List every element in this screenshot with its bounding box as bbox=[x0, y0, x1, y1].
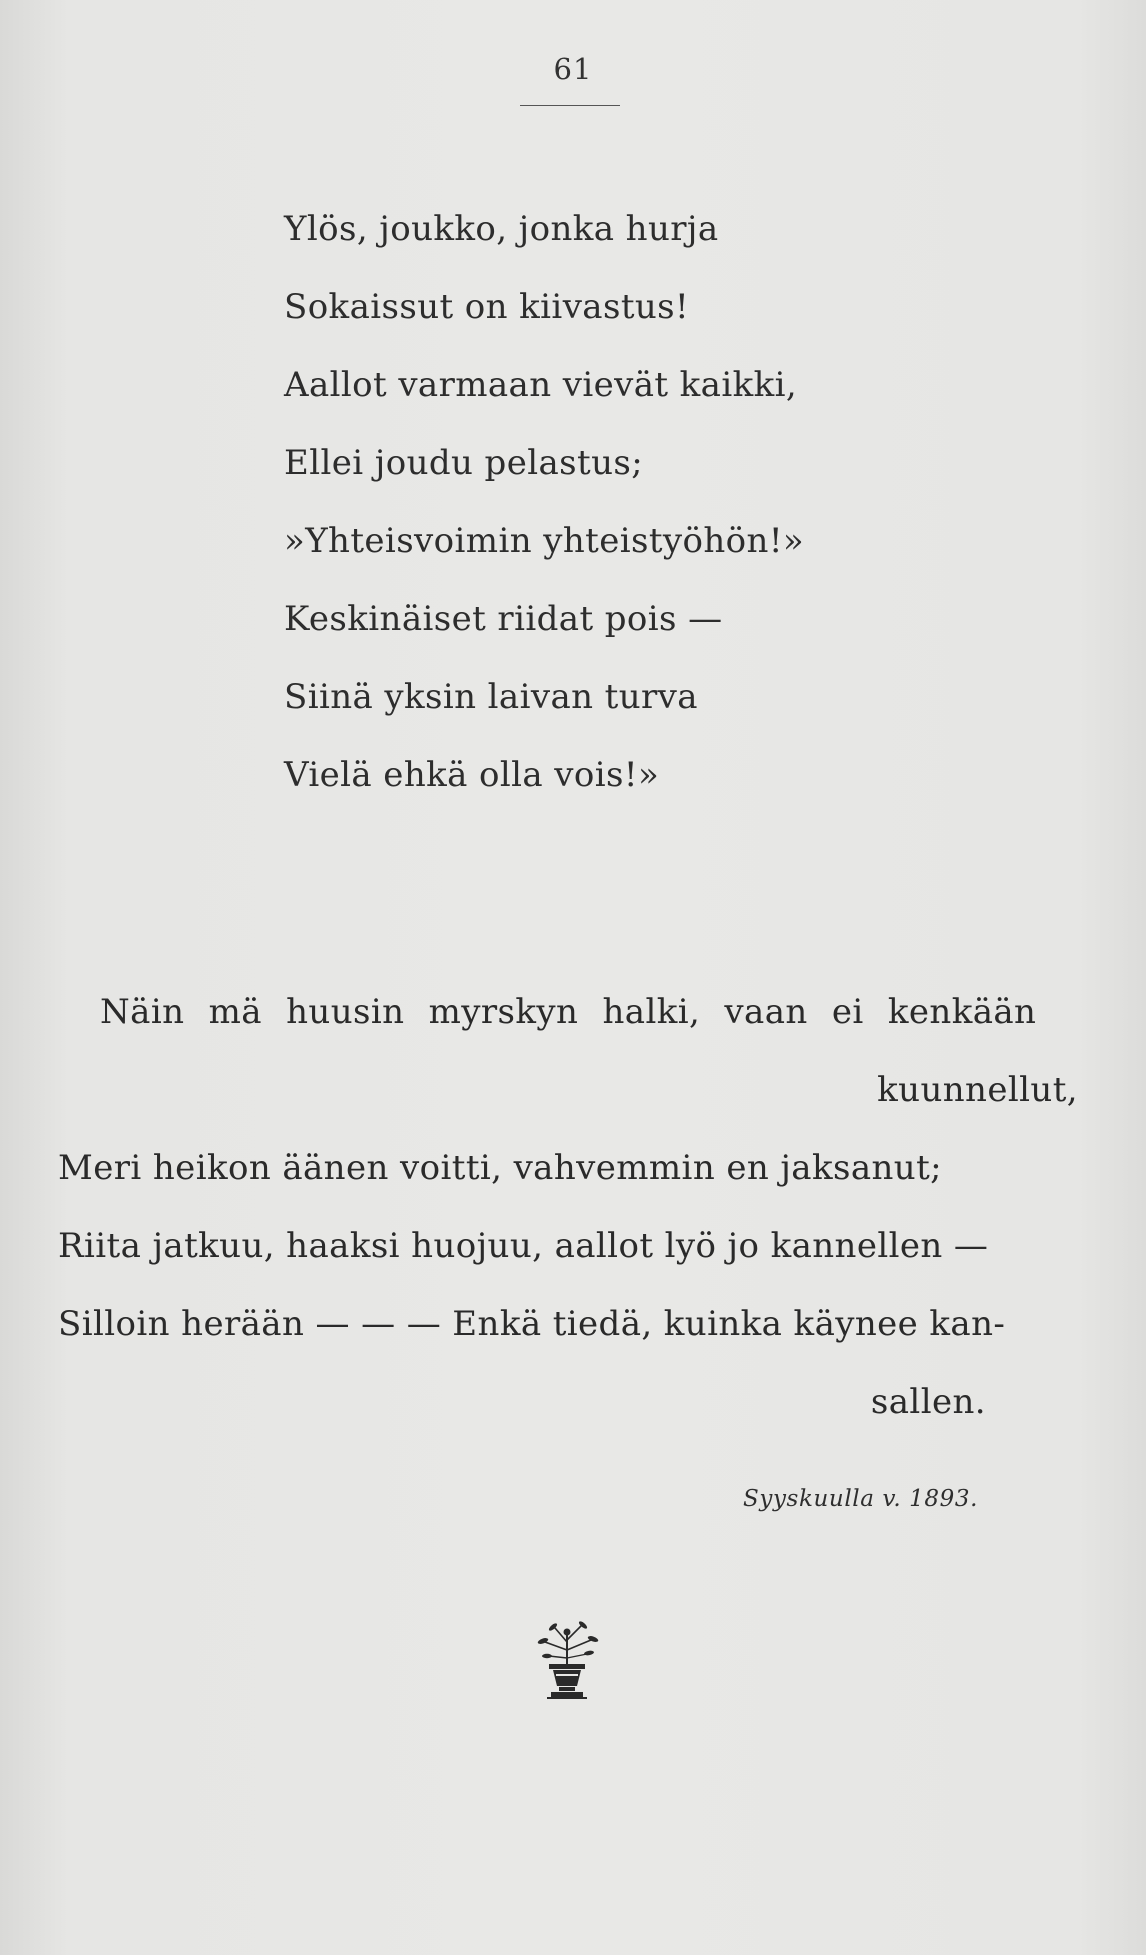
closing-line-continuation: kuunnellut, bbox=[877, 1070, 1078, 1110]
flower-pot-ornament-icon bbox=[531, 1620, 603, 1708]
stanza-line: Keskinäiset riidat pois — bbox=[284, 599, 723, 639]
stanza-line: Ellei joudu pelastus; bbox=[284, 443, 644, 483]
page-number: 61 bbox=[553, 52, 593, 86]
stanza-line: Siinä yksin laivan turva bbox=[284, 677, 698, 717]
closing-line: Silloin herään — — — Enkä tiedä, kuinka käynee kan- bbox=[58, 1304, 1006, 1344]
stanza-line: Sokaissut on kiivastus! bbox=[284, 287, 690, 327]
stanza-line: Vielä ehkä olla vois!» bbox=[284, 755, 660, 795]
closing-line: Meri heikon äänen voitti, vahvemmin en jaksanut; bbox=[58, 1148, 943, 1188]
stanza-line: »Yhteisvoimin yhteistyöhön!» bbox=[284, 521, 805, 561]
closing-line: Riita jatkuu, haaksi huojuu, aallot lyö jo kannellen — bbox=[58, 1226, 989, 1266]
closing-line-continuation: sallen. bbox=[870, 1382, 986, 1422]
dateline: Syyskuulla v. 1893. bbox=[743, 1486, 978, 1512]
closing-line: Näin mä huusin myrskyn halki, vaan ei kenkään bbox=[100, 992, 1037, 1032]
stanza-line: Ylös, joukko, jonka hurja bbox=[284, 209, 719, 249]
stanza-line: Aallot varmaan vievät kaikki, bbox=[284, 365, 798, 405]
